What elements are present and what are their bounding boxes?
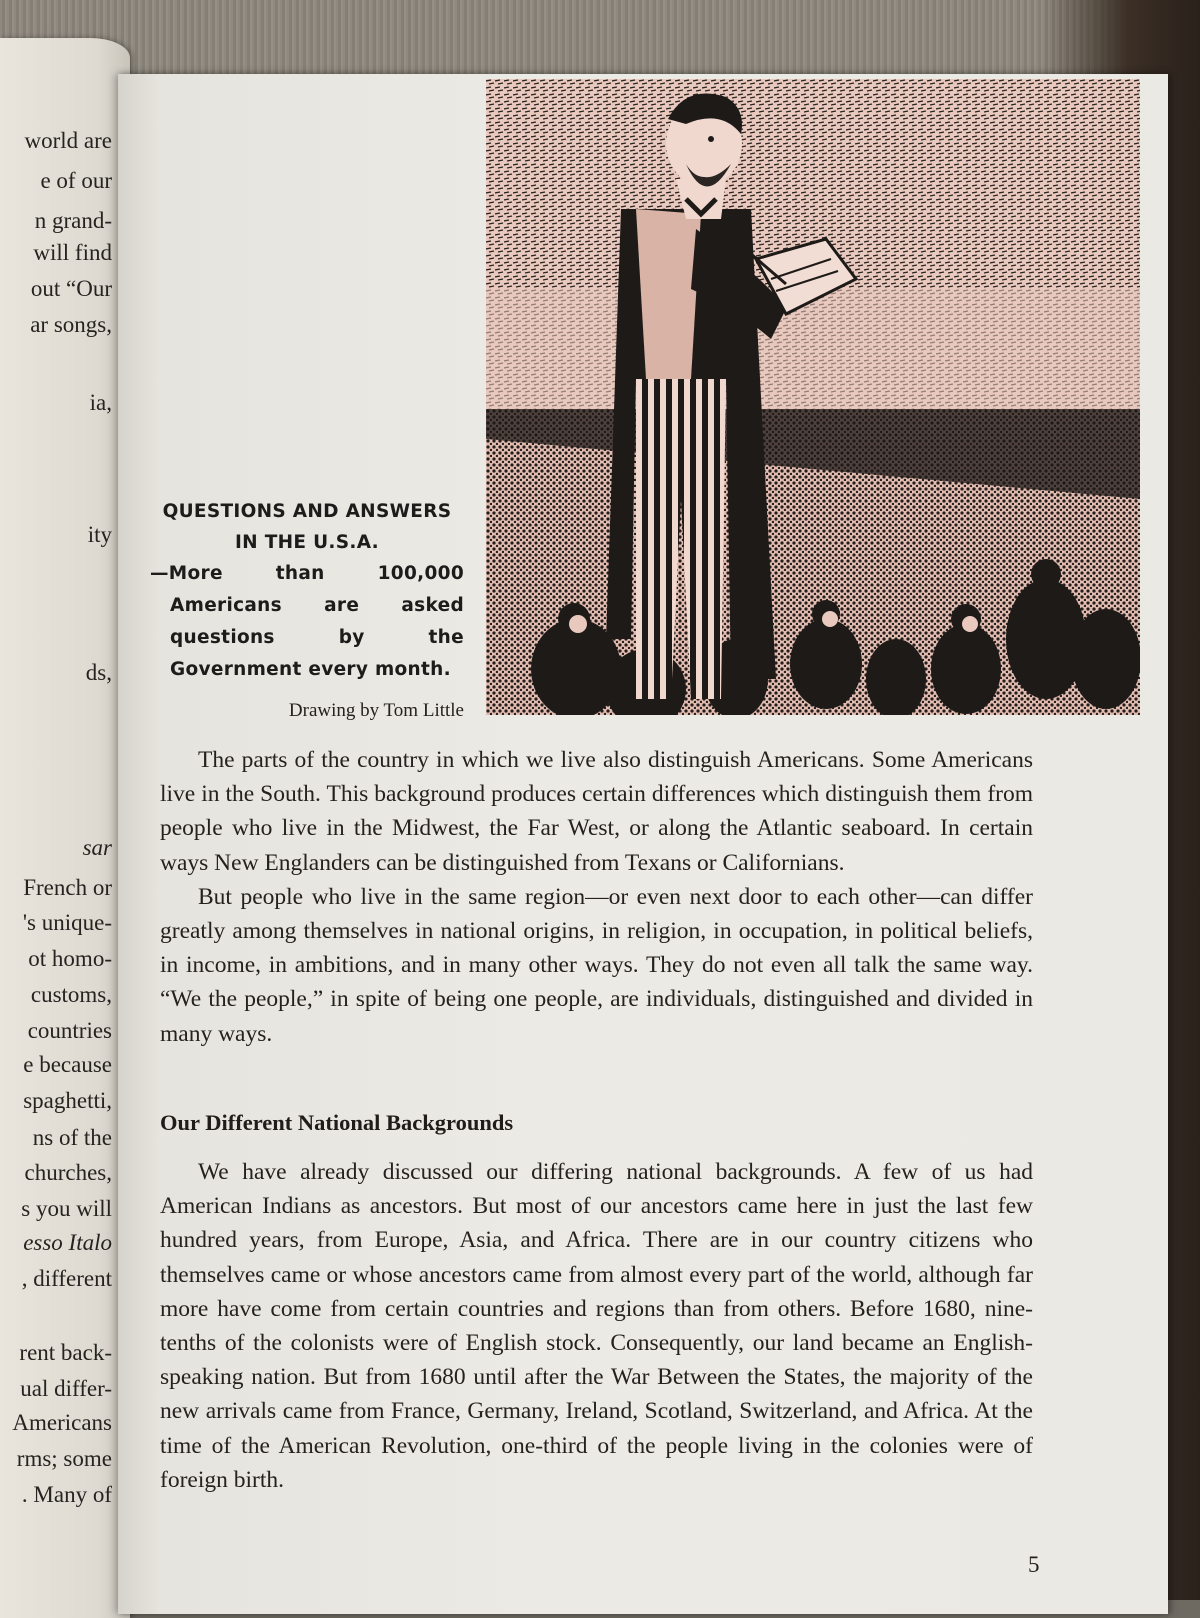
facing-page-line: , different [21, 1266, 112, 1291]
facing-page-line: Americans [12, 1410, 112, 1435]
facing-page-line: 's unique- [22, 910, 112, 935]
facing-page-line: churches, [24, 1160, 112, 1185]
facing-page-line: countries [27, 1018, 112, 1043]
facing-page-line: ia, [89, 390, 112, 415]
facing-page-line: e of our [40, 168, 112, 193]
facing-page-line: spaghetti, [23, 1088, 112, 1113]
facing-page-line: out “Our [30, 276, 112, 301]
caption-body: —More than 100,000 Americans are asked questions by the Government every month. [150, 563, 464, 680]
facing-page-line: esso Italo [23, 1230, 112, 1255]
facing-page-line: ual differ- [20, 1376, 112, 1401]
illustration [486, 79, 1140, 715]
section-text [160, 1155, 1033, 1497]
facing-page-line: n grand- [34, 208, 112, 233]
facing-page-line: s you will [21, 1196, 112, 1221]
facing-page-line: e because [23, 1052, 112, 1077]
paragraph: We have already discussed our differing national backgrounds. A few of us had American Indians as ancestors. But most of our ancestors came here in just the last few hundred years, from Europe, Asia, and Africa. There are in our country citizens who themselves came or whose ancestors came from almost every part of the world, although far more have come from certain countries and regions than from others. Before 1680, nine-tenths of the colonists were of English stock. Consequently, our land became an English-speaking nation. But from 1680 until after the War Between the States, the majority of the new arrivals came from France, Germany, Ireland, Scotland, Switzerland, and Africa. At the time of the American Revolution, one-third of the people living in the colonies were of foreign birth. [160, 1159, 1033, 1493]
facing-page-line: ar songs, [30, 312, 112, 337]
facing-page-line: ity [87, 522, 112, 547]
caption-title-line-1: QUESTIONS AND ANSWERS [162, 501, 452, 522]
intro-text [160, 743, 1033, 1051]
page-number: 5 [1028, 1552, 1040, 1577]
paragraph: But people who live in the same region—or even next door to each other—can differ greatly among themselves in national origins, in religion, in occupation, in political beliefs, in income, in ambitions, and in many other ways. They do not even all talk the same way. “We the people,” in spite of being one people, are individuals, distinguished and divided in many ways. [160, 883, 1033, 1047]
caption-title-line-2: IN THE U.S.A. [235, 532, 379, 553]
facing-page-line: customs, [30, 982, 112, 1007]
facing-page-line: ot homo- [28, 946, 112, 971]
paragraph: The parts of the country in which we live also distinguish Americans. Some Americans live in the South. This background produces certain differences which distinguish them from people who live in the Midwest, the Far West, or along the Atlantic seaboard. In certain ways New Englanders can be distinguished from Texans or Californians. [160, 747, 1033, 876]
illustration-credit: Drawing by Tom Little [288, 700, 464, 721]
facing-page-line: . Many of [21, 1482, 112, 1507]
illustration-caption [150, 496, 464, 686]
uncle-sam-drawing-icon [486, 79, 1140, 715]
facing-page-line: will find [33, 240, 112, 265]
facing-page-line: sar [82, 835, 112, 860]
facing-page-line: ds, [85, 660, 112, 685]
facing-page-line: ns of the [32, 1125, 112, 1150]
facing-page-line: rms; some [16, 1446, 112, 1471]
facing-page-line: French or [23, 875, 112, 900]
section-heading: Our Different National Backgrounds [160, 1110, 514, 1135]
facing-page-line: rent back- [19, 1340, 112, 1365]
facing-page-line: world are [24, 128, 112, 153]
